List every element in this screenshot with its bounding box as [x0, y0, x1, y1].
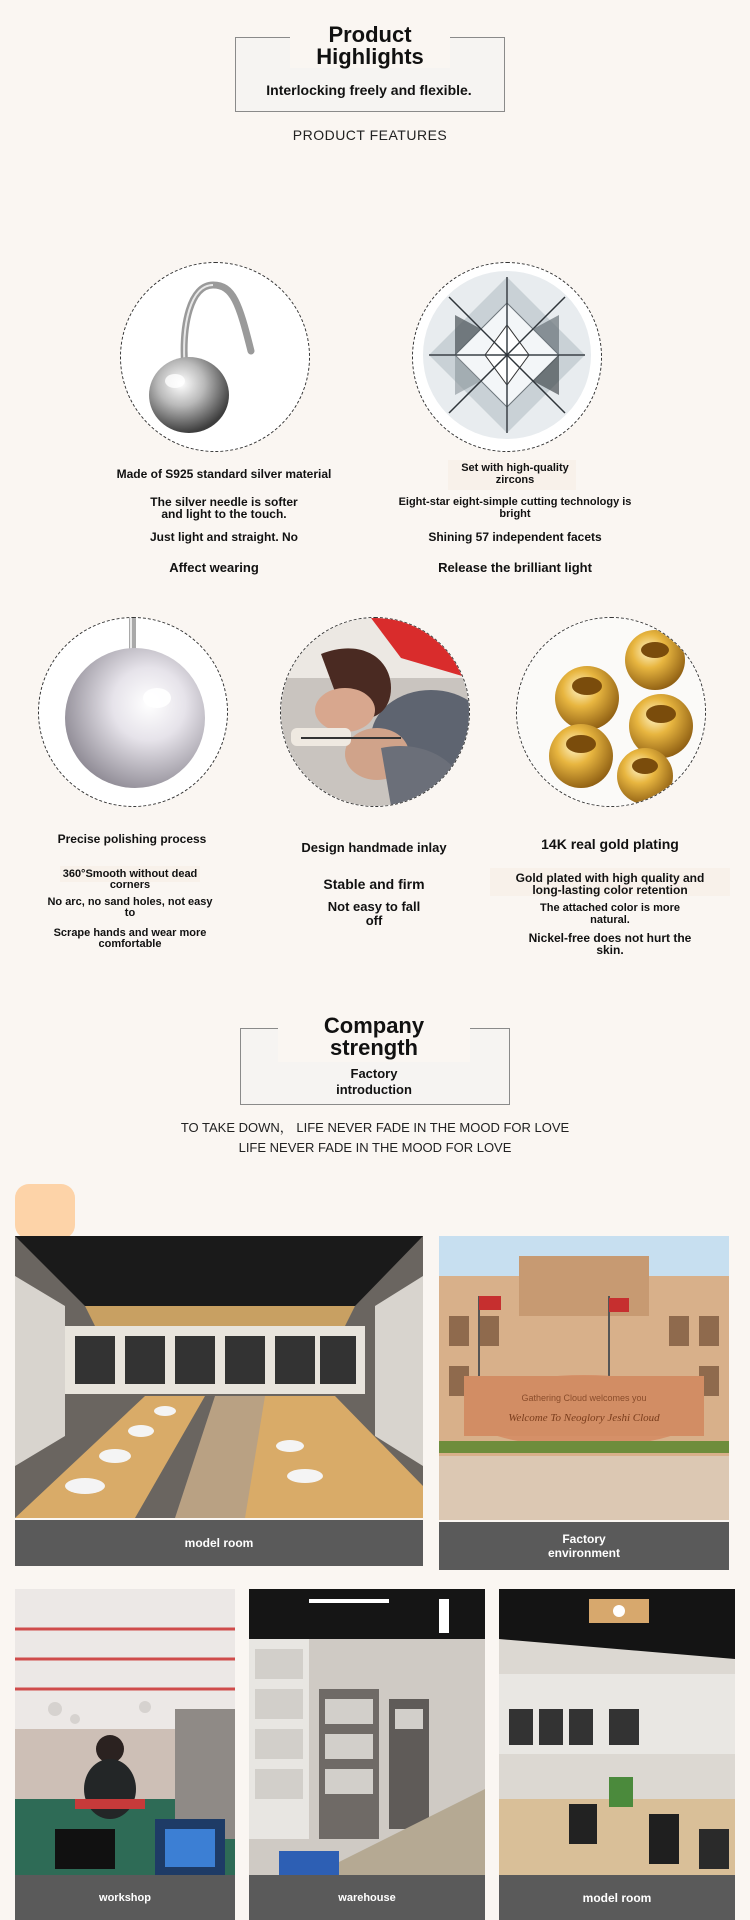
highlights-title: Product Highlights — [316, 22, 424, 69]
handmade-not-fall: Not easy to fall off — [327, 899, 421, 928]
zircon-facets: Shining 57 independent facets — [428, 530, 602, 544]
gold-plating-title: 14K real gold plating — [541, 836, 679, 852]
factory-sign-line1: Gathering Cloud welcomes you — [521, 1393, 647, 1403]
peach-decoration — [15, 1184, 75, 1239]
pearl-polishing: Precise polishing process — [57, 832, 207, 846]
model-room-caption: model room — [15, 1520, 423, 1566]
warehouse-caption: warehouse — [249, 1875, 485, 1920]
zircon-cutting: Eight-star eight-simple cutting technology is bright — [398, 496, 632, 520]
gold-plated-quality: Gold plated with high quality and long-lasting color retention — [515, 871, 705, 897]
gold-nickel-free: Nickel-free does not hurt the skin. — [528, 931, 692, 957]
handmade-image — [280, 617, 470, 807]
factory-environment-caption: Factory environment — [439, 1522, 729, 1570]
warehouse-photo — [249, 1589, 485, 1877]
handmade-stable: Stable and firm — [323, 876, 425, 892]
pearl-image — [38, 617, 228, 807]
silver-needle-detail: The silver needle is softer and light to the touch. — [150, 495, 298, 521]
pearl-no-arc: No arc, no sand holes, not easy to — [47, 896, 213, 919]
pearl-scrape: Scrape hands and wear more comfortable — [53, 927, 207, 950]
factory-environment-photo — [439, 1236, 729, 1520]
handmade-inlay: Design handmade inlay — [301, 840, 447, 855]
zircon-release: Release the brilliant light — [438, 560, 592, 575]
zircon-image — [412, 262, 602, 452]
highlights-subtitle: Interlocking freely and flexible. — [266, 82, 472, 98]
company-title: Company strength — [323, 1013, 425, 1060]
workshop-photo — [15, 1589, 235, 1877]
gold-beads-image — [516, 617, 706, 807]
factory-sign-line2: Welcome To Neoglory Jeshi Cloud — [508, 1412, 660, 1424]
silver-needle-image — [120, 262, 310, 452]
factory-introduction: Factory introduction — [336, 1066, 412, 1097]
workshop-caption: workshop — [15, 1875, 235, 1920]
model-room-2-photo — [499, 1589, 735, 1877]
model-room-2-caption: model room — [499, 1875, 735, 1920]
gold-attached-color: The attached color is more natural. — [540, 902, 680, 926]
model-room-photo — [15, 1236, 423, 1518]
pearl-smooth: 360°Smooth without dead corners — [62, 868, 198, 891]
silver-needle-text: Made of S925 standard silver material — [116, 467, 332, 481]
company-tagline: TO TAKE DOWN， LIFE NEVER FADE IN THE MOOD FOR LOVE LIFE NEVER FADE IN THE MOOD FOR LOVE — [180, 1120, 570, 1155]
zircon-set-with: Set with high-quality zircons — [461, 462, 569, 486]
silver-needle-light: Just light and straight. No — [149, 530, 298, 544]
product-features-label: PRODUCT FEATURES — [292, 127, 448, 143]
silver-needle-affect: Affect wearing — [169, 560, 259, 575]
